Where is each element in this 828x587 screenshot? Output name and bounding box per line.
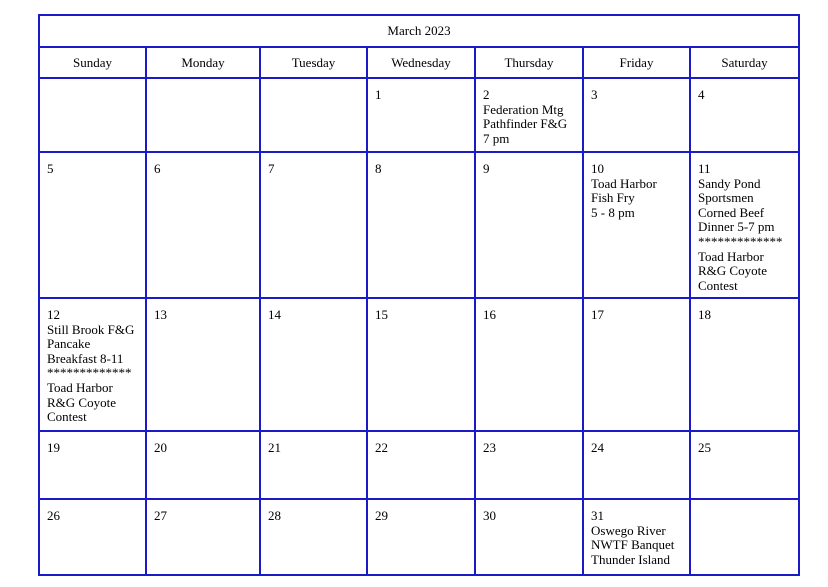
day-cell xyxy=(583,431,690,499)
day-number: 3 xyxy=(591,87,598,102)
day-cell xyxy=(367,298,475,431)
day-cell xyxy=(690,431,799,499)
day-cell xyxy=(475,78,583,152)
day-number: 2 xyxy=(483,87,490,102)
day-cell xyxy=(146,298,260,431)
day-number: 22 xyxy=(375,440,388,455)
day-cell xyxy=(690,298,799,431)
day-cell xyxy=(39,152,146,298)
day-cell xyxy=(475,152,583,298)
day-number: 29 xyxy=(375,508,388,523)
day-number: 17 xyxy=(591,307,604,322)
day-number: 21 xyxy=(268,440,281,455)
weekday-sunday: Sunday xyxy=(39,47,146,78)
weekday-friday: Friday xyxy=(583,47,690,78)
calendar-title: March 2023 xyxy=(39,15,799,47)
day-number: 31 xyxy=(591,508,604,523)
day-cell xyxy=(146,431,260,499)
day-cell xyxy=(583,152,690,298)
day-number: 30 xyxy=(483,508,496,523)
day-cell xyxy=(146,152,260,298)
day-cell xyxy=(260,499,367,575)
day-cell xyxy=(39,78,146,152)
day-cell xyxy=(690,152,799,298)
day-number: 20 xyxy=(154,440,167,455)
event-text: Oswego River NWTF Banquet Thunder Island xyxy=(591,522,675,567)
weekday-wednesday: Wednesday xyxy=(367,47,475,78)
day-number: 5 xyxy=(47,161,54,176)
day-number: 28 xyxy=(268,508,281,523)
event-text: Federation Mtg Pathfinder F&G 7 pm xyxy=(483,101,568,146)
weekday-saturday: Saturday xyxy=(690,47,799,78)
day-cell xyxy=(260,78,367,152)
day-cell xyxy=(146,78,260,152)
day-cell xyxy=(583,298,690,431)
weekday-thursday: Thursday xyxy=(475,47,583,78)
day-number: 26 xyxy=(47,508,60,523)
day-cell xyxy=(367,499,475,575)
day-number: 12 xyxy=(47,307,60,322)
calendar-title-row xyxy=(39,15,799,47)
day-number: 6 xyxy=(154,161,161,176)
week-row xyxy=(39,78,799,152)
day-cell xyxy=(367,78,475,152)
day-number: 11 xyxy=(698,161,711,176)
day-cell xyxy=(475,431,583,499)
weekday-monday: Monday xyxy=(146,47,260,78)
day-number: 16 xyxy=(483,307,496,322)
day-number: 27 xyxy=(154,508,167,523)
day-cell xyxy=(260,152,367,298)
month-calendar xyxy=(38,14,800,576)
day-cell xyxy=(39,298,146,431)
week-row xyxy=(39,152,799,298)
day-number: 25 xyxy=(698,440,711,455)
day-number: 10 xyxy=(591,161,604,176)
day-number: 4 xyxy=(698,87,705,102)
weekday-tuesday: Tuesday xyxy=(260,47,367,78)
day-cell xyxy=(367,431,475,499)
day-number: 23 xyxy=(483,440,496,455)
day-cell xyxy=(475,499,583,575)
day-cell xyxy=(39,499,146,575)
day-cell xyxy=(583,78,690,152)
day-cell xyxy=(39,431,146,499)
week-row xyxy=(39,499,799,575)
calendar-weeks xyxy=(39,78,799,575)
day-number: 7 xyxy=(268,161,275,176)
day-number: 14 xyxy=(268,307,281,322)
event-text: Still Brook F&G Pancake Breakfast 8-11 ************* Toad Harbor R&G Coyote Contest xyxy=(47,321,135,425)
day-cell xyxy=(690,78,799,152)
event-text: Toad Harbor Fish Fry 5 - 8 pm xyxy=(591,175,657,220)
day-cell xyxy=(475,298,583,431)
event-text: Sandy Pond Sportsmen Corned Beef Dinner 5-7 pm ************* Toad Harbor R&G Coyote Contest xyxy=(698,175,783,293)
day-cell xyxy=(690,499,799,575)
day-cell xyxy=(260,298,367,431)
day-number: 13 xyxy=(154,307,167,322)
day-cell xyxy=(367,152,475,298)
day-number: 18 xyxy=(698,307,711,322)
weekday-header-row xyxy=(39,47,799,78)
day-number: 9 xyxy=(483,161,490,176)
day-number: 19 xyxy=(47,440,60,455)
day-number: 1 xyxy=(375,87,382,102)
day-number: 8 xyxy=(375,161,382,176)
day-cell xyxy=(146,499,260,575)
day-number: 15 xyxy=(375,307,388,322)
week-row xyxy=(39,298,799,431)
week-row xyxy=(39,431,799,499)
day-cell xyxy=(583,499,690,575)
day-cell xyxy=(260,431,367,499)
day-number: 24 xyxy=(591,440,604,455)
